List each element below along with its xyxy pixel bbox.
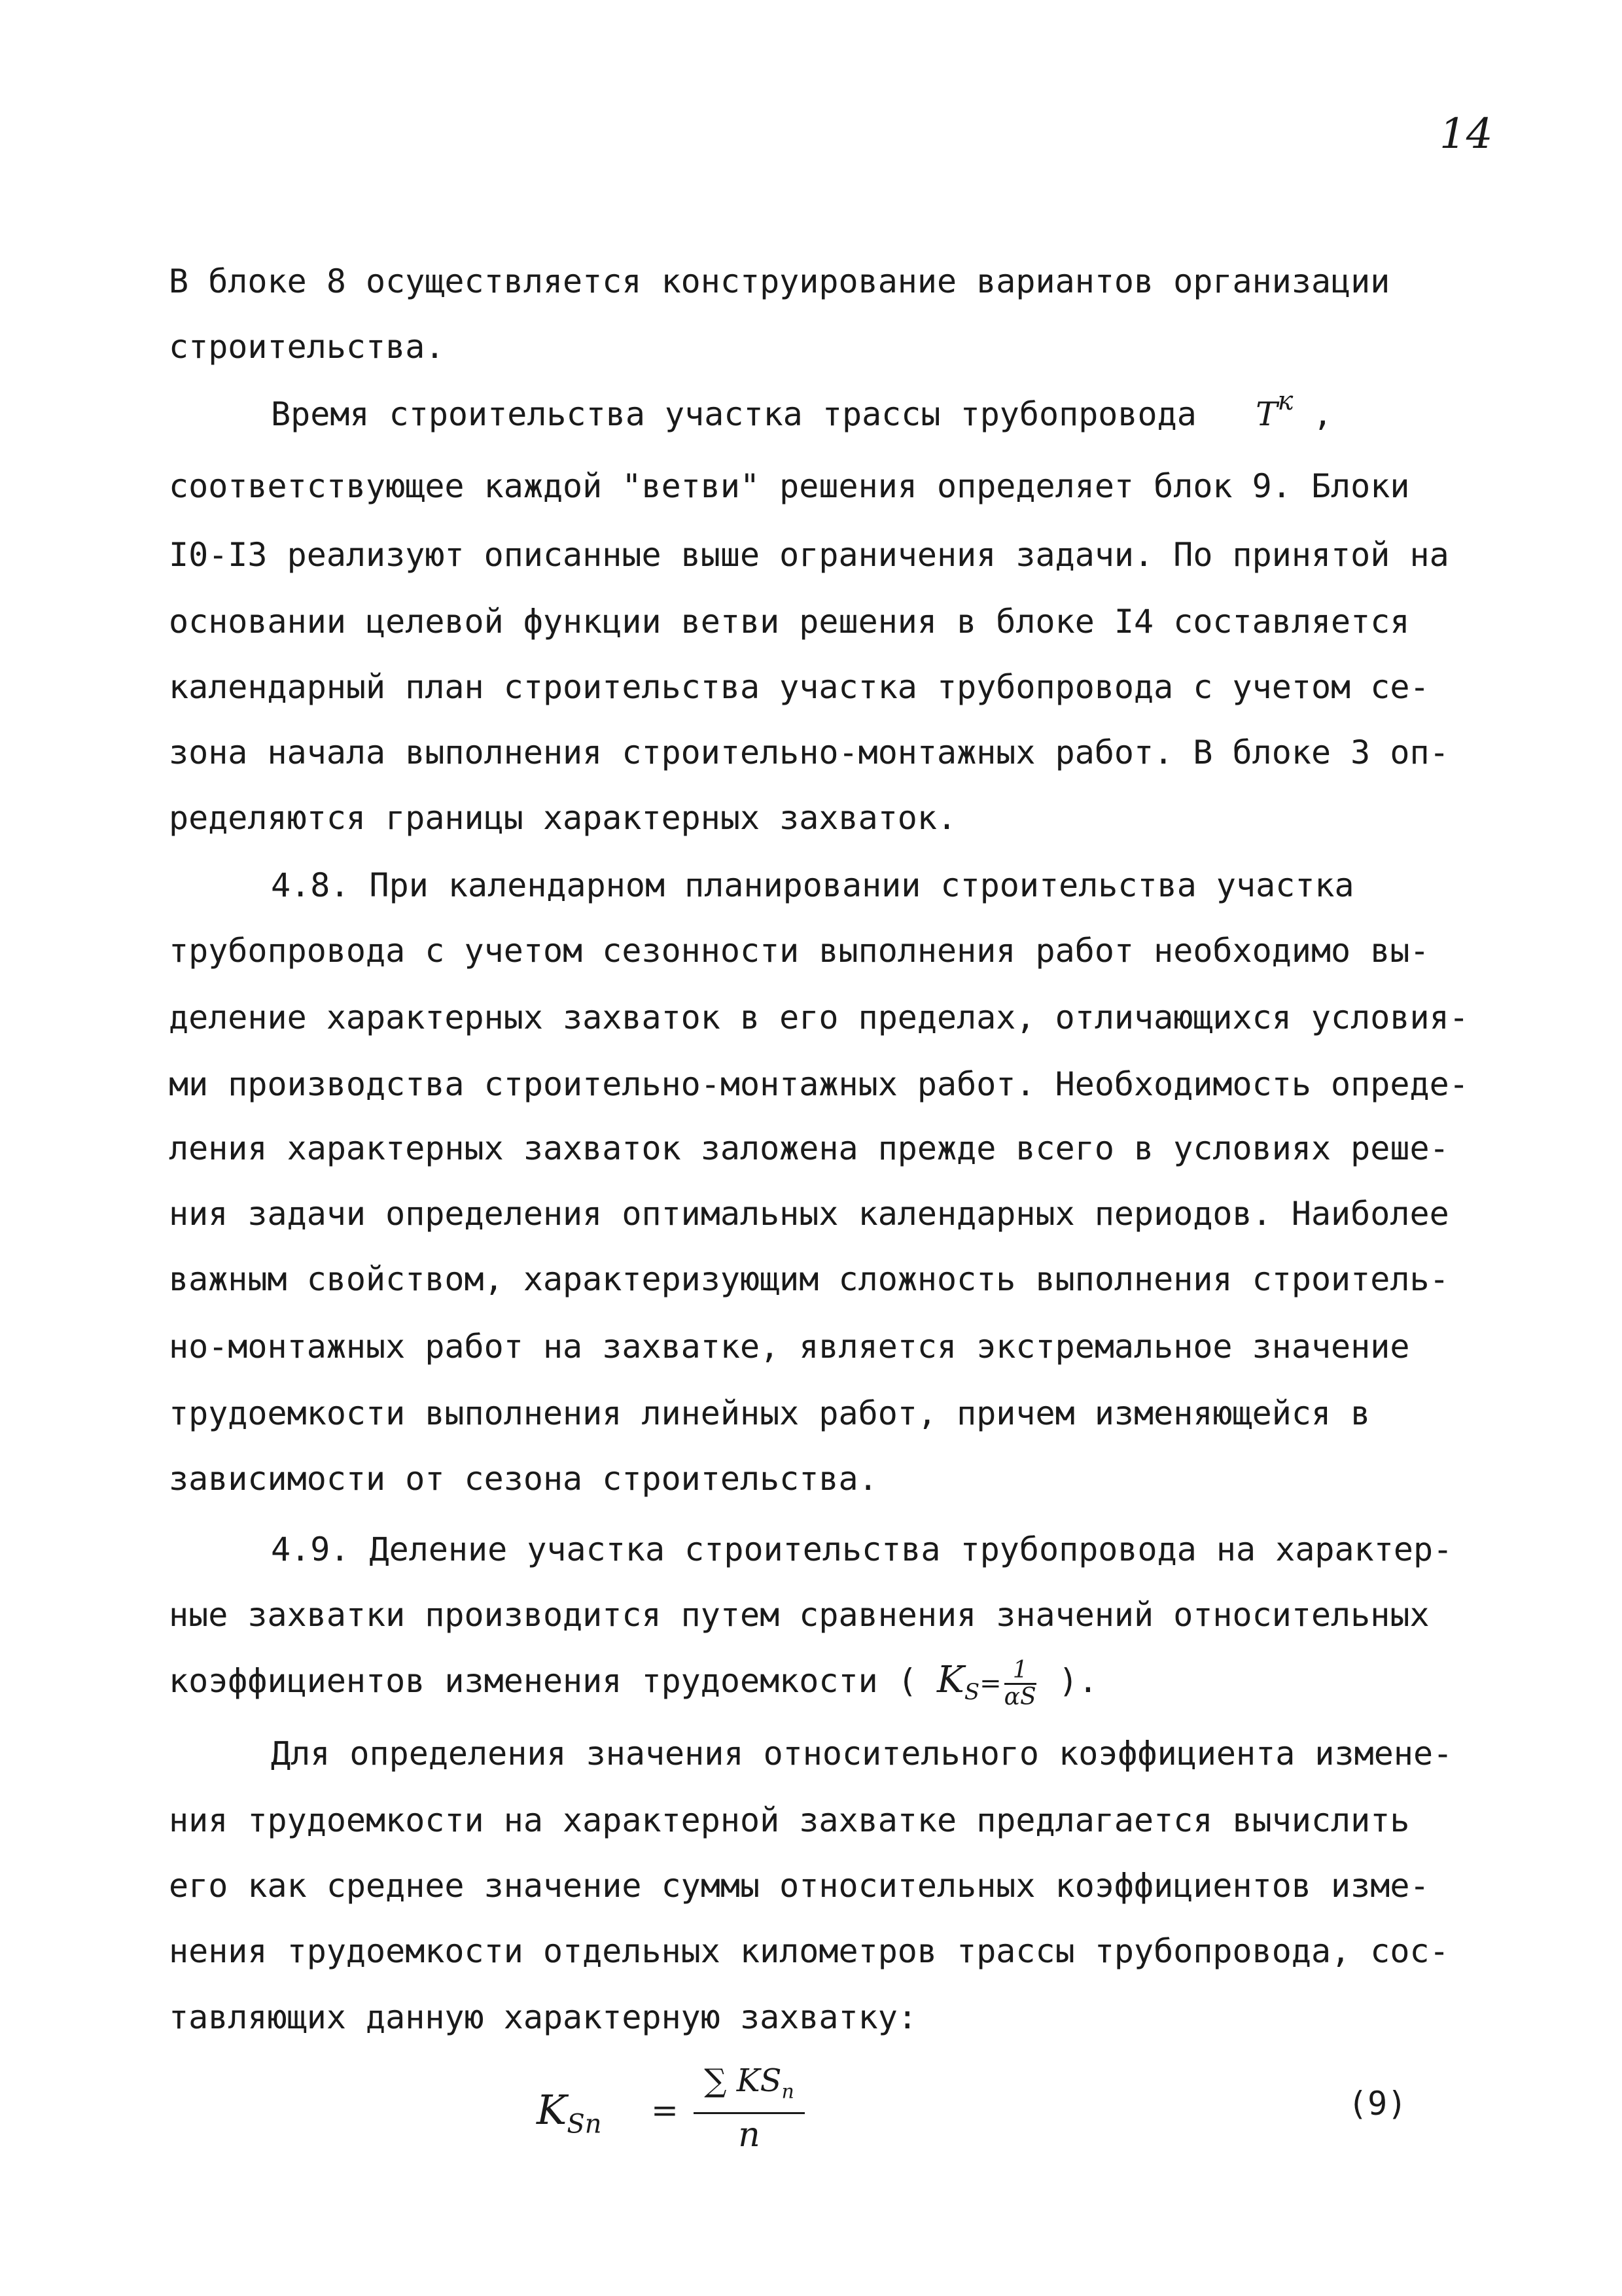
text-line: трудоемкости выполнения линейных работ, причем изменяющейся в bbox=[169, 1394, 1371, 1432]
text-line: важным свойством, характеризующим сложность выполнения строитель- bbox=[169, 1260, 1449, 1298]
page-number: 14 bbox=[1439, 110, 1493, 158]
text-line: его как среднее значение суммы относительных коэффициентов изме- bbox=[169, 1867, 1430, 1905]
text-line: основании целевой функции ветви решения в блоке I4 составляется bbox=[169, 603, 1410, 641]
math-ks-definition: $K_S=$ $\frac{1}{\alpha S}$ bbox=[937, 1656, 1036, 1710]
text-fragment: Время строительства участка трассы трубопровода bbox=[271, 395, 1197, 433]
text-line: ные захватки производится путем сравнения значений относительных bbox=[169, 1596, 1430, 1634]
text-line: ределяются границы характерных захваток. bbox=[169, 799, 957, 837]
formula-numerator: ∑ $KS_n$ bbox=[694, 2061, 805, 2114]
text-line: ния задачи определения оптимальных календарных периодов. Наиболее bbox=[169, 1195, 1449, 1233]
text-line: строительства. bbox=[169, 328, 445, 366]
text-line: но-монтажных работ на захватке, является экстремальное значение bbox=[169, 1328, 1410, 1366]
text-line: календарный план строительства участка трубопровода с учетом се- bbox=[169, 668, 1430, 706]
formula-equals: = bbox=[651, 2091, 679, 2129]
equation-number: (9) bbox=[1348, 2085, 1407, 2123]
text-line: I0-I3 реализуют описанные выше ограничения задачи. По принятой на bbox=[169, 536, 1449, 574]
text-line: соответствующее каждой "ветви" решения определяет блок 9. Блоки bbox=[169, 467, 1410, 505]
formula-lhs: $K_{Sn}$ bbox=[537, 2086, 602, 2140]
math-t-k: $T^к$ bbox=[1256, 386, 1294, 433]
text-fragment: коэффициентов изменения трудоемкости ( bbox=[169, 1662, 917, 1700]
text-line: трубопровода с учетом сезонности выполнения работ необходимо вы- bbox=[169, 932, 1430, 970]
formula-9 bbox=[537, 2061, 851, 2153]
text-line: зона начала выполнения строительно-монтажных работ. В блоке 3 оп- bbox=[169, 733, 1449, 771]
text-line: деление характерных захваток в его пределах, отличающихся условия- bbox=[169, 998, 1469, 1036]
text-line: ления характерных захваток заложена прежде всего в условиях реше- bbox=[169, 1129, 1449, 1167]
text-line: коэффициентов изменения трудоемкости ( $K_S=$ $\frac{1}{\alpha S}$ ). bbox=[169, 1656, 1098, 1710]
text-line: нения трудоемкости отдельных километров трассы трубопровода, сос- bbox=[169, 1932, 1449, 1970]
text-line: Для определения значения относительного коэффициента измене- bbox=[271, 1735, 1453, 1773]
formula-fraction bbox=[694, 2061, 805, 2156]
text-line: ния трудоемкости на характерной захватке предлагается вычислить bbox=[169, 1801, 1410, 1839]
text-line: 4.9. Деление участка строительства трубопровода на характер- bbox=[271, 1530, 1453, 1568]
text-line: зависимости от сезона строительства. bbox=[169, 1460, 878, 1498]
text-line: В блоке 8 осуществляется конструирование вариантов организации bbox=[169, 262, 1390, 300]
text-line: 4.8. При календарном планировании строительства участка bbox=[271, 866, 1354, 904]
text-line: Время строительства участка трассы трубопровода $T^к$ , bbox=[271, 386, 1333, 433]
text-line: ми производства строительно-монтажных работ. Необходимость опреде- bbox=[169, 1065, 1469, 1103]
text-line: тавляющих данную характерную захватку: bbox=[169, 1998, 917, 2036]
formula-denominator: n bbox=[738, 2115, 760, 2155]
